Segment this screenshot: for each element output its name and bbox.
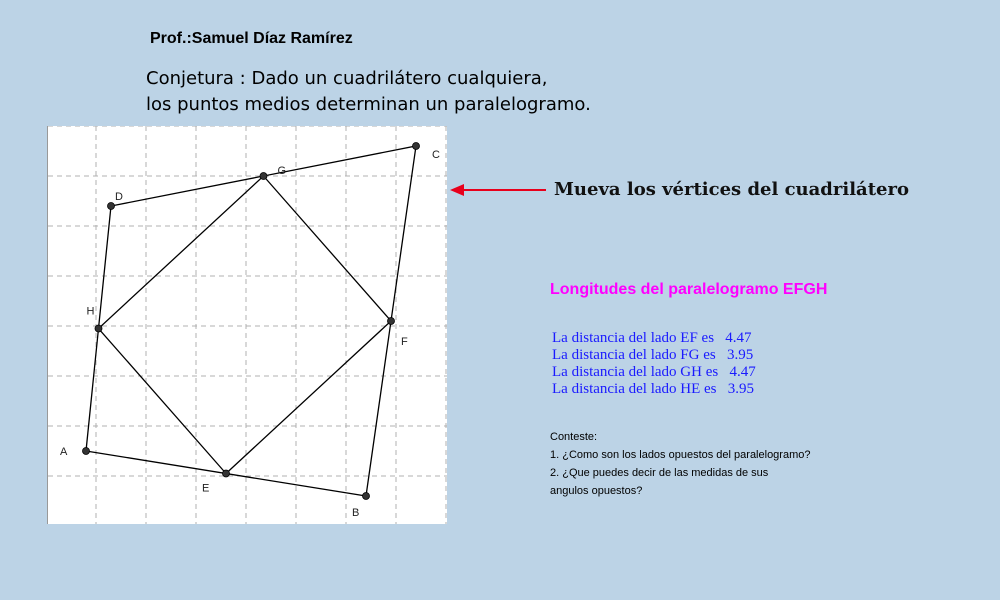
questions-title: Conteste: bbox=[550, 431, 598, 443]
parallelogram-efgh bbox=[99, 176, 392, 474]
distance-row-gh: La distancia del lado GH es 4.47 bbox=[552, 364, 756, 380]
point-f[interactable] bbox=[388, 318, 395, 325]
label-h: H bbox=[86, 305, 95, 318]
point-d[interactable] bbox=[108, 203, 115, 210]
label-a: A bbox=[60, 446, 68, 458]
point-b[interactable] bbox=[363, 493, 370, 500]
geometry-svg[interactable] bbox=[48, 126, 447, 524]
point-c[interactable] bbox=[413, 143, 420, 150]
quadrilateral-abcd bbox=[86, 146, 416, 496]
label-f: F bbox=[401, 336, 408, 348]
author-name: Prof.:Samuel Díaz Ramírez bbox=[150, 30, 353, 47]
point-h[interactable] bbox=[95, 325, 102, 332]
point-g[interactable] bbox=[260, 173, 267, 180]
lengths-title: Longitudes del paralelogramo EFGH bbox=[550, 281, 828, 298]
label-e: E bbox=[202, 482, 210, 495]
distance-row-he: La distancia del lado HE es 3.95 bbox=[552, 381, 755, 397]
label-d: D bbox=[115, 191, 123, 203]
conjecture-line-2: los puntos medios determinan un paralelogramo. bbox=[146, 94, 591, 115]
distance-row-fg: La distancia del lado FG es 3.95 bbox=[552, 347, 754, 363]
arrow-icon bbox=[448, 180, 548, 200]
question-2-line-1: 2. ¿Que puedes decir de las medidas de sus bbox=[550, 467, 769, 479]
question-1: 1. ¿Como son los lados opuestos del paralelogramo? bbox=[550, 449, 811, 461]
conjecture-line-1: Conjetura : Dado un cuadrilátero cualquiera, bbox=[146, 68, 548, 89]
geometry-canvas[interactable] bbox=[47, 126, 447, 524]
label-g: G bbox=[277, 165, 287, 177]
question-2-line-2: angulos opuestos? bbox=[550, 485, 643, 497]
instruction-text: Mueva los vértices del cuadrilátero bbox=[554, 179, 909, 200]
label-b: B bbox=[352, 507, 360, 519]
point-e[interactable] bbox=[223, 470, 230, 477]
distance-row-ef: La distancia del lado EF es 4.47 bbox=[552, 330, 752, 346]
label-c: C bbox=[432, 149, 440, 161]
point-a[interactable] bbox=[83, 448, 90, 455]
